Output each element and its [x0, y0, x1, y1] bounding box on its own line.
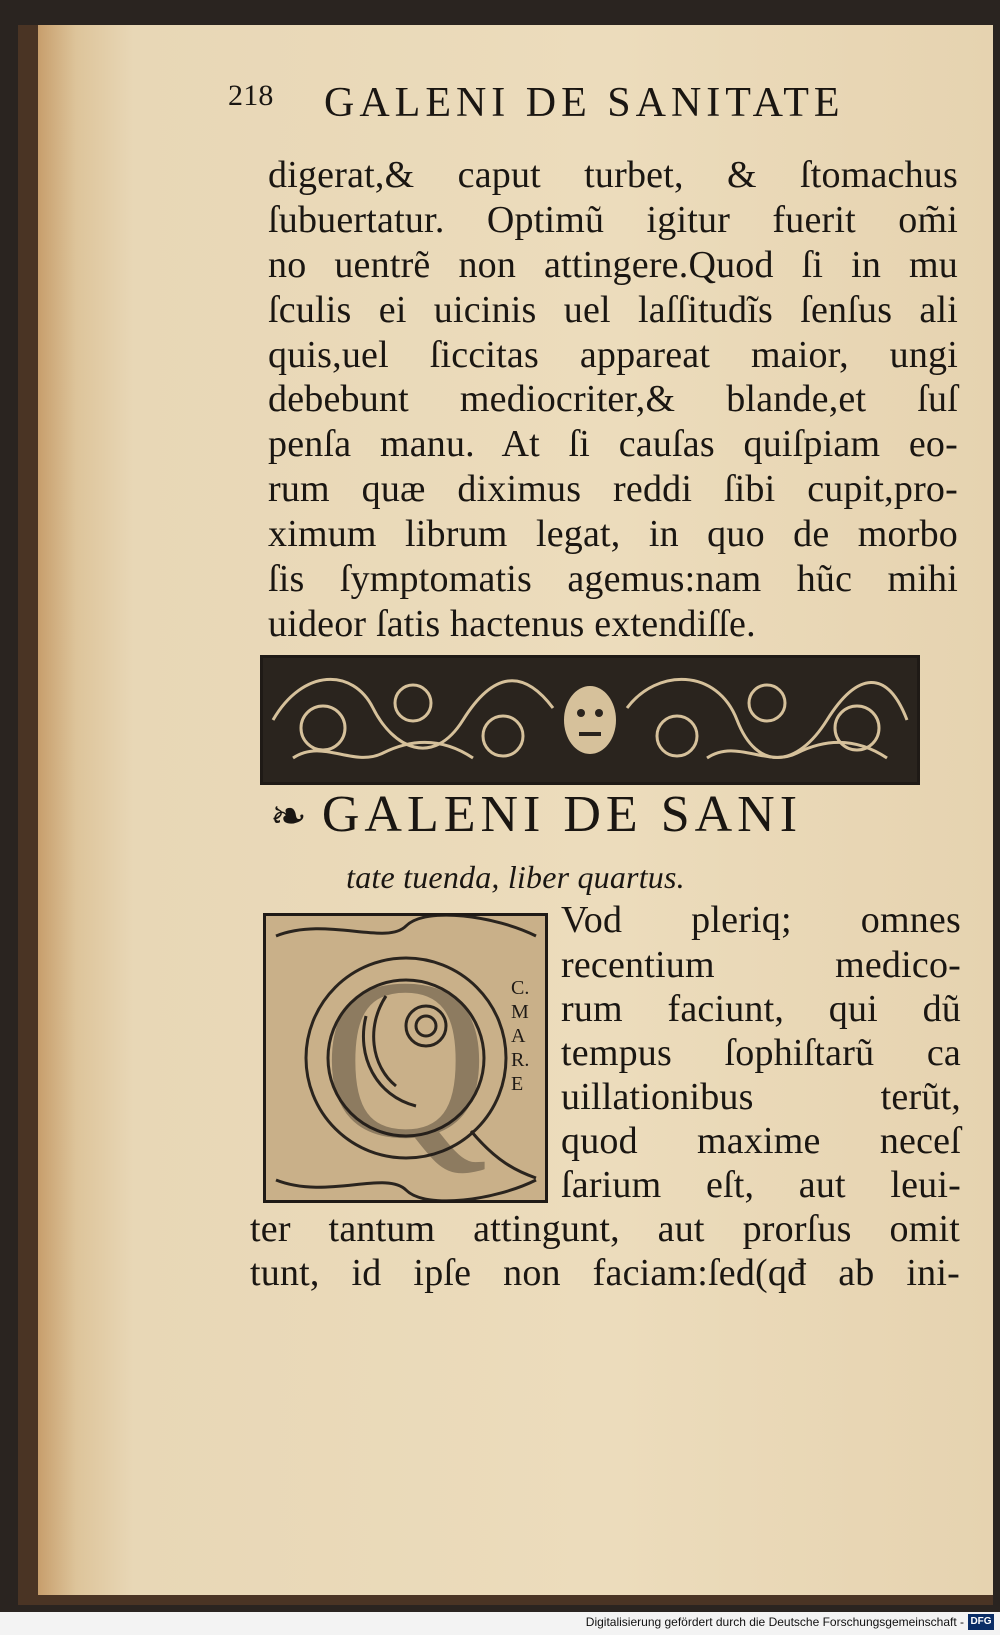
text-line: tunt, id ipſe non faciam:ſed(qđ ab ini-: [250, 1252, 960, 1294]
text-line: quod maxime neceſ: [561, 1120, 961, 1162]
chapter-title: [270, 785, 802, 844]
decorated-initial: [263, 913, 548, 1203]
text-line: rum faciunt, qui dũ: [561, 988, 961, 1030]
text-line: ſarium eſt, aut leui-: [561, 1164, 961, 1206]
engraving-inscription: C.MAR.E: [511, 977, 530, 1095]
foliage-ornament-icon: [263, 658, 917, 782]
text-line: quis,uel ſiccitas appareat maior, ungi: [268, 334, 958, 376]
dfg-logo: DFG: [968, 1614, 994, 1630]
text-line: debebunt mediocriter,& blande,et ſuſ: [268, 378, 958, 420]
ornamental-headpiece: [260, 655, 920, 785]
chapter-subtitle: tate tuenda, liber quartus.: [346, 859, 685, 895]
text-line: no uentrẽ non attingere.Quod ſi in mu: [268, 244, 958, 286]
running-head: GALENI DE SANITATE: [324, 80, 845, 126]
text-line: ſubuertatur. Optimũ igitur fuerit om̃i: [268, 199, 958, 241]
text-line: ſis ſymptomatis agemus:nam hũc mihi: [268, 558, 958, 600]
text-line: ximum librum legat, in quo de morbo: [268, 513, 958, 555]
initial-letter: Q: [322, 931, 489, 1186]
text-line: rum quæ diximus reddi ſibi cupit,pro-: [268, 468, 958, 510]
text-line: ter tantum attingunt, aut prorſus omit: [250, 1208, 960, 1250]
chapter-title-text: GALENI DE SANI: [321, 786, 803, 843]
fleuron-icon: ❧: [270, 792, 312, 841]
footer-credit: Digitalisierung gefördert durch die Deutsche Forschungsgemeinschaft -: [585, 1615, 964, 1629]
page-number: 218: [228, 79, 274, 112]
text-line: digerat,& caput turbet, & ſtomachus: [268, 154, 958, 196]
text-line: uillationibus terũt,: [561, 1076, 961, 1118]
book-page: [38, 25, 993, 1595]
text-line: tempus ſophiſtarũ ca: [561, 1032, 961, 1074]
text-line: recentium medico-: [561, 944, 961, 986]
text-line: ſculis ei uicinis uel laſſitudĩs ſenſus ali: [268, 289, 958, 331]
text-line: uideor ſatis hactenus extendiſſe.: [268, 603, 756, 645]
text-line: Vod pleriq; omnes: [561, 899, 961, 941]
text-line: penſa manu. At ſi cauſas quiſpiam eo-: [268, 423, 958, 465]
